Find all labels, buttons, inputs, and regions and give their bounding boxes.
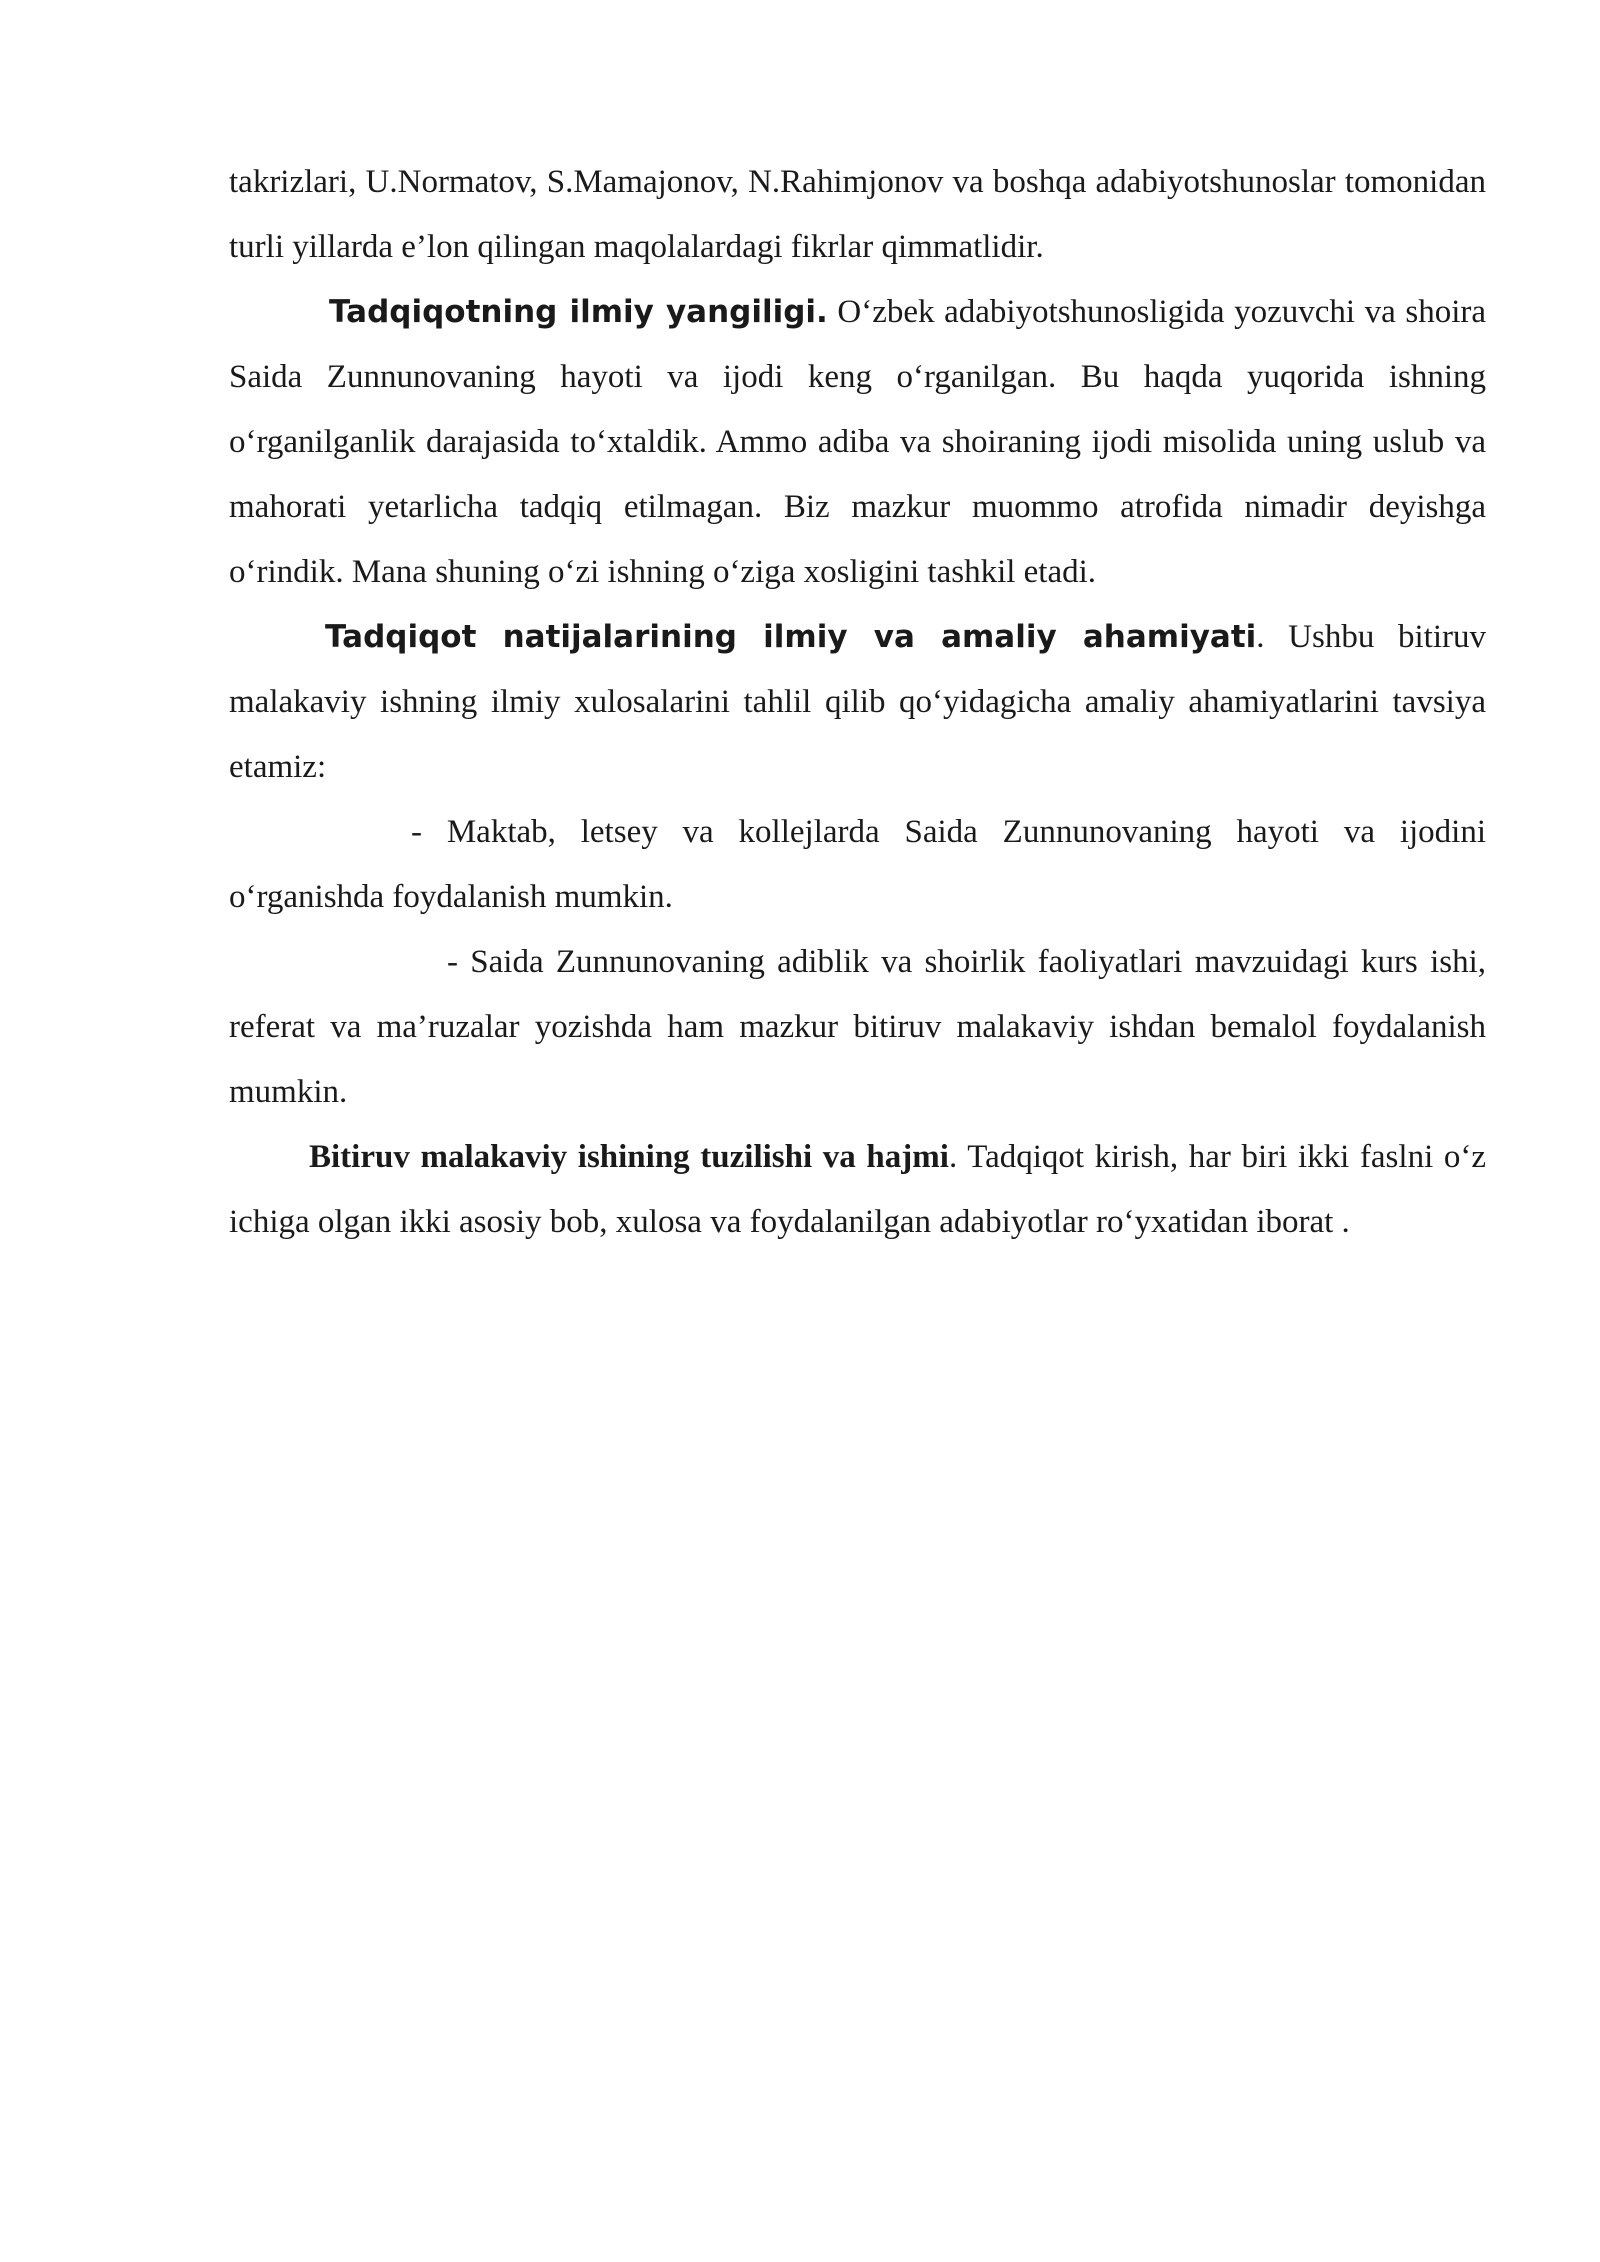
document-page xyxy=(229,150,1486,1255)
list-item-coursework xyxy=(229,930,1486,1125)
paragraph-reviews xyxy=(229,150,1486,280)
list-item-text: - Saida Zunnunovaning adiblik va shoirlik faoliyatlari mavzuidagi kurs ishi, referat va ma’ruzalar yozishda ham mazkur bitiruv malakaviy ishdan bemalol foydalanish mumkin. xyxy=(229,944,1486,1110)
paragraph-text: . Tadqiqot kirish, har biri ikki faslni o‘z ichiga olgan ikki asosiy bob, xulosa va foydalanilgan adabiyotlar ro‘yxatidan iborat . xyxy=(229,1139,1487,1240)
paragraph-structure xyxy=(229,1125,1486,1255)
paragraph-heading: Bitiruv malakaviy ishining tuzilishi va hajmi xyxy=(309,1139,949,1175)
paragraph-text: O‘zbek adabiyotshunosligida yozuvchi va shoira Saida Zunnunovaning hayoti va ijodi keng o‘rganilgan. Bu haqda yuqorida ishning o‘rganilganlik darajasida to‘xtaldik. Ammo adiba va shoiraning ijodi misolida uning uslub va mahorati yetarlicha tadqiq etilmagan. Biz mazkur muommo atrofida nimadir deyishga o‘rindik. Mana shuning o‘zi ishning o‘ziga xosligini tashkil etadi. xyxy=(229,294,1486,590)
paragraph-practical-significance xyxy=(229,605,1486,800)
list-item-schools xyxy=(229,800,1486,930)
list-item-text: - Maktab, letsey va kollejlarda Saida Zunnunovaning hayoti va ijodini o‘rganishda foydalanish mumkin. xyxy=(229,814,1486,915)
paragraph-heading: Tadqiqotning ilmiy yangiligi. xyxy=(329,294,828,330)
paragraph-text: . Ushbu bitiruv malakaviy ishning ilmiy xulosalarini tahlil qilib qo‘yidagicha amaliy ahamiyatlarini tavsiya etamiz: xyxy=(229,619,1486,785)
paragraph-heading: Tadqiqot natijalarining ilmiy va amaliy ahamiyati xyxy=(325,619,1257,655)
paragraph-scientific-novelty xyxy=(229,280,1486,605)
paragraph-text: takrizlari, U.Normatov, S.Mamajonov, N.Rahimjonov va boshqa adabiyotshunoslar tomonidan turli yillarda e’lon qilingan maqolalardagi fikrlar qimmatlidir. xyxy=(229,164,1486,265)
